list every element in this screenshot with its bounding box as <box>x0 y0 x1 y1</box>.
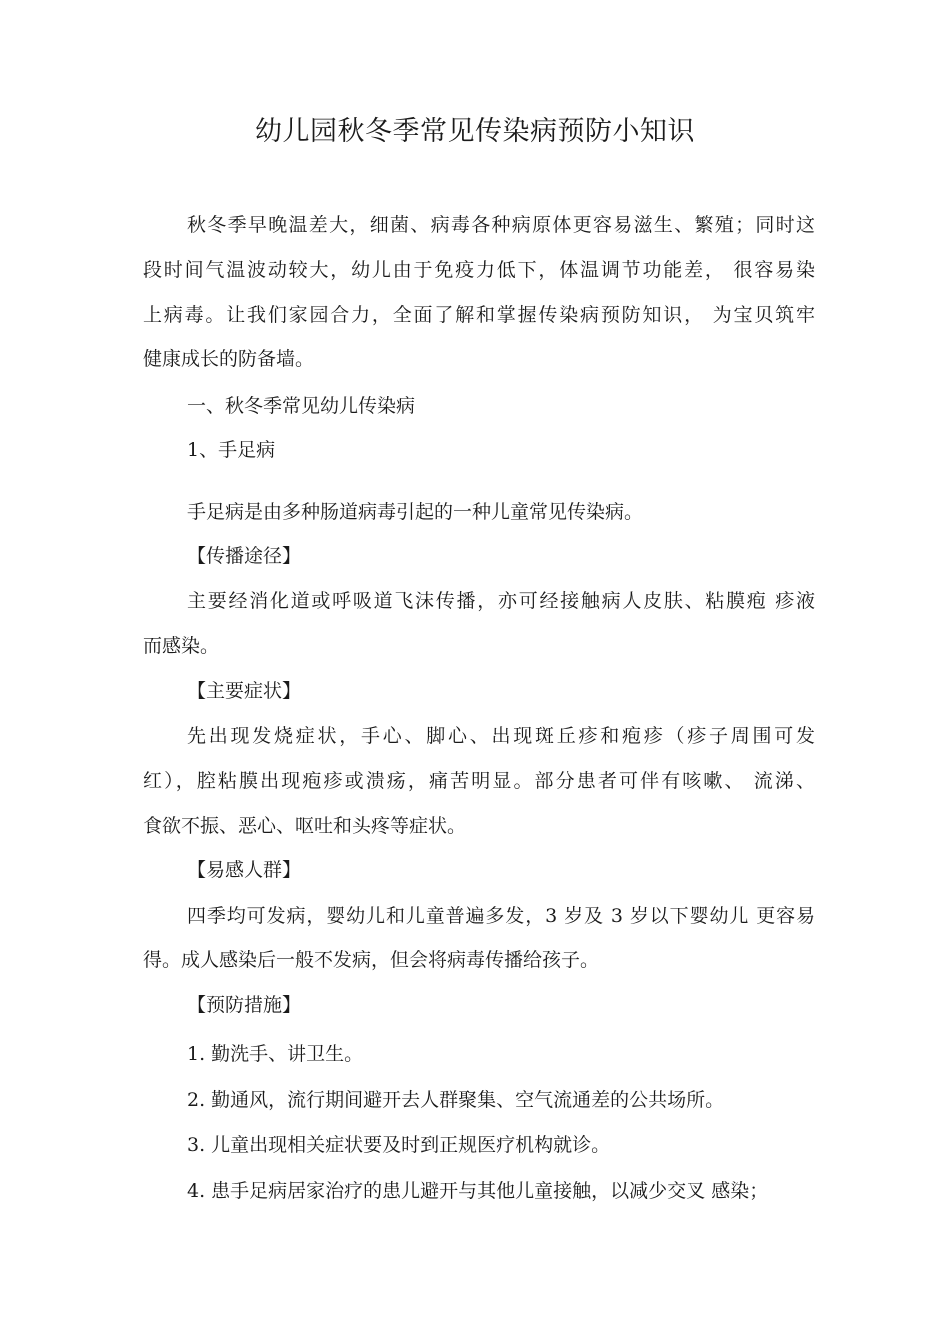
intro-line: 健康成长的防备墙。 <box>143 348 315 370</box>
transmission-line: 主要经消化道或呼吸道飞沫传播，亦可经接触病人皮肤、粘膜疱 疹液 <box>187 590 815 612</box>
document-title: 幼儿园秋冬季常见传染病预防小知识 <box>255 116 695 147</box>
transmission-heading: 【传播途径】 <box>187 545 302 567</box>
disease-heading: 1、手足病 <box>187 439 276 461</box>
intro-line: 秋冬季早晚温差大，细菌、病毒各种病原体更容易滋生、繁殖；同时这 <box>187 214 815 236</box>
susceptible-line: 四季均可发病，婴幼儿和儿童普遍多发，3 岁及 3 岁以下婴幼儿 更容易 <box>187 905 815 927</box>
prevention-heading: 【预防措施】 <box>187 994 302 1016</box>
intro-line: 段时间气温波动较大，幼儿由于免疫力低下，体温调节功能差， 很容易染 <box>143 259 815 281</box>
section-heading: 一、秋冬季常见幼儿传染病 <box>187 395 416 417</box>
transmission-line: 而感染。 <box>143 635 220 657</box>
disease-description: 手足病是由多种肠道病毒引起的一种儿童常见传染病。 <box>187 501 644 523</box>
prevention-item: 2. 勤通风，流行期间避开去人群聚集、空气流通差的公共场所。 <box>187 1089 725 1111</box>
intro-line: 上病毒。让我们家园合力，全面了解和掌握传染病预防知识， 为宝贝筑牢 <box>143 304 815 326</box>
symptoms-line: 先出现发烧症状，手心、脚心、出现斑丘疹和疱疹（疹子周围可发 <box>187 725 815 747</box>
prevention-item: 1. 勤洗手、讲卫生。 <box>187 1043 364 1065</box>
susceptible-heading: 【易感人群】 <box>187 859 302 881</box>
symptoms-line: 食欲不振、恶心、呕吐和头疼等症状。 <box>143 815 467 837</box>
symptoms-heading: 【主要症状】 <box>187 680 302 702</box>
symptoms-line: 红），腔粘膜出现疱疹或溃疡，痛苦明显。部分患者可伴有咳嗽、 流涕、 <box>143 770 815 792</box>
prevention-item: 3. 儿童出现相关症状要及时到正规医疗机构就诊。 <box>187 1134 611 1156</box>
prevention-item: 4. 患手足病居家治疗的患儿避开与其他儿童接触，以减少交叉 感染； <box>187 1180 769 1202</box>
susceptible-line: 得。成人感染后一般不发病，但会将病毒传播给孩子。 <box>143 949 600 971</box>
